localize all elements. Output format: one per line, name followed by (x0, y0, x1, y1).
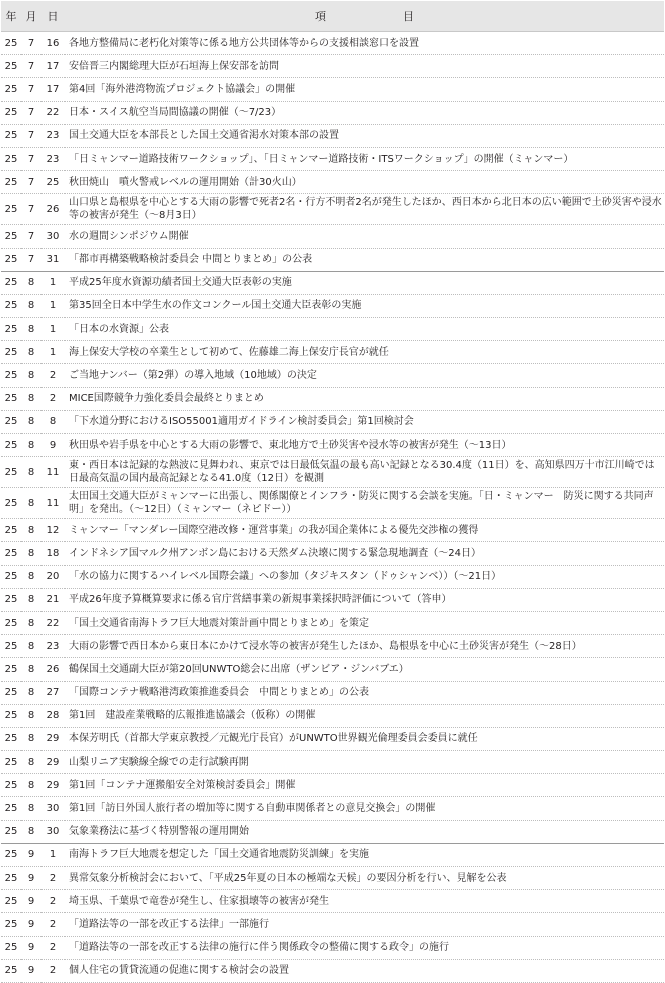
cell-year: 25 (1, 913, 21, 936)
table-body (1, 32, 664, 983)
cell-year: 25 (1, 341, 21, 364)
cell-day: 2 (41, 364, 65, 387)
cell-day: 29 (41, 774, 65, 797)
cell-day: 28 (41, 704, 65, 727)
cell-year: 25 (1, 774, 21, 797)
cell-month: 7 (21, 225, 41, 248)
cell-item: 「都市再構築戦略検討委員会 中間とりまとめ」の公表 (65, 248, 664, 271)
cell-year: 25 (1, 410, 21, 433)
table-row (1, 820, 664, 843)
cell-month: 8 (21, 387, 41, 410)
cell-year: 25 (1, 171, 21, 194)
cell-day: 29 (41, 727, 65, 750)
cell-month: 8 (21, 364, 41, 387)
cell-year: 25 (1, 751, 21, 774)
cell-day: 17 (41, 78, 65, 101)
cell-item: インドネシア国マルク州アンボン島における天然ダム決壊に関する緊急現地調査（〜24日） (65, 542, 664, 565)
cell-month: 8 (21, 434, 41, 457)
cell-day: 17 (41, 55, 65, 78)
cell-month: 8 (21, 410, 41, 433)
cell-month: 8 (21, 797, 41, 820)
header-month: 月 (21, 1, 41, 32)
cell-month: 9 (21, 890, 41, 913)
table-row (1, 32, 664, 55)
cell-month: 8 (21, 318, 41, 341)
table-row (1, 457, 664, 488)
table-row (1, 271, 664, 294)
table-row (1, 565, 664, 588)
header-item: 項 目 (65, 1, 664, 32)
cell-year: 25 (1, 704, 21, 727)
table-row (1, 588, 664, 611)
cell-item: 「日ミャンマー道路技術ワークショップ」、「日ミャンマー道路技術・ITSワークショップ」の開催（ミャンマー） (65, 147, 664, 170)
cell-year: 25 (1, 797, 21, 820)
cell-year: 25 (1, 565, 21, 588)
table-row (1, 124, 664, 147)
table-row (1, 434, 664, 457)
cell-month: 8 (21, 635, 41, 658)
cell-day: 22 (41, 101, 65, 124)
cell-year: 25 (1, 519, 21, 542)
cell-month: 7 (21, 55, 41, 78)
cell-item: 本保芳明氏（首都大学東京教授／元観光庁長官）がUNWTO世界観光倫理委員会委員に就任 (65, 727, 664, 750)
cell-day: 11 (41, 488, 65, 519)
cell-month: 7 (21, 147, 41, 170)
cell-day: 12 (41, 519, 65, 542)
cell-month: 8 (21, 658, 41, 681)
cell-item: 「道路法等の一部を改正する法律の施行に伴う関係政令の整備に関する政令」の施行 (65, 936, 664, 959)
cell-month: 8 (21, 681, 41, 704)
cell-month: 9 (21, 936, 41, 959)
cell-item: 個人住宅の賃貸流通の促進に関する検討会の設置 (65, 959, 664, 982)
cell-item: 「国際コンテナ戦略港湾政策推進委員会 中間とりまとめ」の公表 (65, 681, 664, 704)
cell-item: 東・西日本は記録的な熱波に見舞われ、東京では日最低気温の最も高い記録となる30.4度（11日）を、高知県四万十市江川崎では日最高気温の国内最高記録となる41.0度（12日）を観測 (65, 457, 664, 488)
cell-month: 9 (21, 913, 41, 936)
cell-item: 異常気象分析検討会において、「平成25年夏の日本の極端な天候」の要因分析を行い、見解を公表 (65, 867, 664, 890)
cell-year: 25 (1, 488, 21, 519)
cell-year: 25 (1, 588, 21, 611)
cell-day: 18 (41, 542, 65, 565)
table-row (1, 635, 664, 658)
table-row (1, 318, 664, 341)
table-row (1, 727, 664, 750)
table-row (1, 890, 664, 913)
cell-year: 25 (1, 271, 21, 294)
cell-day: 1 (41, 341, 65, 364)
cell-day: 2 (41, 959, 65, 982)
cell-item: 「国土交通省南海トラフ巨大地震対策計画中間とりまとめ」を策定 (65, 611, 664, 634)
cell-item: 水の週間シンポジウム開催 (65, 225, 664, 248)
cell-day: 1 (41, 271, 65, 294)
chronology-table (1, 1, 664, 983)
cell-day: 30 (41, 820, 65, 843)
cell-year: 25 (1, 225, 21, 248)
cell-item: ご当地ナンバー（第2弾）の導入地域（10地域）の決定 (65, 364, 664, 387)
cell-month: 8 (21, 565, 41, 588)
table-row (1, 751, 664, 774)
cell-month: 8 (21, 820, 41, 843)
table-row (1, 147, 664, 170)
table-row (1, 488, 664, 519)
cell-month: 9 (21, 959, 41, 982)
cell-month: 8 (21, 271, 41, 294)
cell-month: 7 (21, 78, 41, 101)
cell-month: 9 (21, 867, 41, 890)
cell-month: 7 (21, 101, 41, 124)
cell-year: 25 (1, 890, 21, 913)
table-row (1, 194, 664, 225)
cell-item: 国土交通大臣を本部長とした国土交通省渇水対策本部の設置 (65, 124, 664, 147)
cell-year: 25 (1, 194, 21, 225)
cell-year: 25 (1, 681, 21, 704)
table-row (1, 294, 664, 317)
cell-year: 25 (1, 55, 21, 78)
table-row (1, 611, 664, 634)
cell-day: 31 (41, 248, 65, 271)
cell-day: 27 (41, 681, 65, 704)
cell-item: 第1回「訪日外国人旅行者の増加等に関する自動車関係者との意見交換会」の開催 (65, 797, 664, 820)
cell-month: 8 (21, 774, 41, 797)
table-row (1, 542, 664, 565)
cell-day: 30 (41, 225, 65, 248)
table-row (1, 936, 664, 959)
table-row (1, 867, 664, 890)
cell-day: 11 (41, 457, 65, 488)
table-row (1, 681, 664, 704)
cell-item: 太田国土交通大臣がミャンマーに出張し、関係閣僚とインフラ・防災に関する会談を実施。「日・ミャンマー 防災に関する共同声明」を発出。（〜12日）（ミャンマー（ネピドー）） (65, 488, 664, 519)
cell-day: 2 (41, 867, 65, 890)
cell-year: 25 (1, 936, 21, 959)
cell-year: 25 (1, 387, 21, 410)
cell-day: 2 (41, 936, 65, 959)
cell-day: 2 (41, 890, 65, 913)
table-row (1, 658, 664, 681)
cell-year: 25 (1, 294, 21, 317)
cell-month: 8 (21, 488, 41, 519)
cell-year: 25 (1, 658, 21, 681)
cell-month: 7 (21, 32, 41, 55)
table-row (1, 171, 664, 194)
cell-year: 25 (1, 248, 21, 271)
table-row (1, 101, 664, 124)
cell-item: 第35回全日本中学生水の作文コンクール国土交通大臣表彰の実施 (65, 294, 664, 317)
cell-month: 8 (21, 542, 41, 565)
cell-item: 各地方整備局に老朽化対策等に係る地方公共団体等からの支援相談窓口を設置 (65, 32, 664, 55)
cell-item: 「日本の水資源」公表 (65, 318, 664, 341)
table-row (1, 341, 664, 364)
cell-year: 25 (1, 457, 21, 488)
cell-item: 埼玉県、千葉県で竜巻が発生し、住家損壊等の被害が発生 (65, 890, 664, 913)
cell-day: 23 (41, 124, 65, 147)
cell-month: 7 (21, 171, 41, 194)
cell-year: 25 (1, 101, 21, 124)
cell-day: 9 (41, 434, 65, 457)
cell-item: 大雨の影響で西日本から東日本にかけて浸水等の被害が発生したほか、島根県を中心に土砂災害が発生（〜28日） (65, 635, 664, 658)
cell-day: 29 (41, 751, 65, 774)
cell-year: 25 (1, 959, 21, 982)
cell-year: 25 (1, 542, 21, 565)
cell-item: 「水の協力に関するハイレベル国際会議」への参加（タジキスタン（ドゥシャンベ））（〜21日） (65, 565, 664, 588)
cell-item: 平成25年度水資源功績者国土交通大臣表彰の実施 (65, 271, 664, 294)
cell-month: 8 (21, 341, 41, 364)
cell-item: 南海トラフ巨大地震を想定した「国土交通省地震防災訓練」を実施 (65, 843, 664, 866)
cell-year: 25 (1, 820, 21, 843)
cell-item: 第1回 建設産業戦略的広報推進協議会（仮称）の開催 (65, 704, 664, 727)
table-row (1, 387, 664, 410)
cell-month: 7 (21, 124, 41, 147)
table-header-row (1, 1, 664, 32)
cell-month: 8 (21, 751, 41, 774)
cell-year: 25 (1, 434, 21, 457)
cell-day: 22 (41, 611, 65, 634)
table-row (1, 774, 664, 797)
cell-month: 8 (21, 519, 41, 542)
cell-item: ミャンマー「マンダレー国際空港改修・運営事業」の我が国企業体による優先交渉権の獲得 (65, 519, 664, 542)
table-row (1, 78, 664, 101)
cell-day: 21 (41, 588, 65, 611)
table-row (1, 959, 664, 982)
cell-month: 9 (21, 843, 41, 866)
cell-day: 25 (41, 171, 65, 194)
cell-year: 25 (1, 78, 21, 101)
cell-item: 山梨リニア実験線全線での走行試験再開 (65, 751, 664, 774)
table-row (1, 843, 664, 866)
cell-month: 7 (21, 194, 41, 225)
cell-year: 25 (1, 867, 21, 890)
cell-day: 23 (41, 635, 65, 658)
cell-day: 1 (41, 294, 65, 317)
cell-day: 30 (41, 797, 65, 820)
header-day: 日 (41, 1, 65, 32)
cell-year: 25 (1, 364, 21, 387)
table-row (1, 225, 664, 248)
cell-day: 20 (41, 565, 65, 588)
cell-item: 平成26年度予算概算要求に係る官庁営繕事業の新規事業採択時評価について（答申） (65, 588, 664, 611)
cell-day: 8 (41, 410, 65, 433)
table-row (1, 704, 664, 727)
cell-item: 秋田県や岩手県を中心とする大雨の影響で、東北地方で土砂災害や浸水等の被害が発生（〜13日） (65, 434, 664, 457)
header-year: 年 (1, 1, 21, 32)
cell-day: 1 (41, 318, 65, 341)
cell-item: 第4回「海外港湾物流プロジェクト協議会」の開催 (65, 78, 664, 101)
cell-year: 25 (1, 727, 21, 750)
cell-month: 8 (21, 294, 41, 317)
cell-month: 8 (21, 611, 41, 634)
cell-day: 2 (41, 387, 65, 410)
cell-day: 26 (41, 194, 65, 225)
cell-year: 25 (1, 635, 21, 658)
table-row (1, 519, 664, 542)
cell-month: 8 (21, 727, 41, 750)
cell-day: 16 (41, 32, 65, 55)
cell-item: 海上保安大学校の卒業生として初めて、佐藤雄二海上保安庁長官が就任 (65, 341, 664, 364)
cell-month: 8 (21, 457, 41, 488)
cell-item: 秋田焼山 噴火警戒レベルの運用開始（計30火山） (65, 171, 664, 194)
cell-year: 25 (1, 147, 21, 170)
cell-item: 「下水道分野におけるISO55001適用ガイドライン検討委員会」第1回検討会 (65, 410, 664, 433)
cell-day: 23 (41, 147, 65, 170)
cell-item: 安倍晋三内閣総理大臣が石垣海上保安部を訪問 (65, 55, 664, 78)
cell-month: 7 (21, 248, 41, 271)
cell-year: 25 (1, 843, 21, 866)
cell-item: 「道路法等の一部を改正する法律」一部施行 (65, 913, 664, 936)
cell-year: 25 (1, 318, 21, 341)
cell-month: 8 (21, 588, 41, 611)
cell-year: 25 (1, 124, 21, 147)
cell-month: 8 (21, 704, 41, 727)
cell-item: MICE国際競争力強化委員会最終とりまとめ (65, 387, 664, 410)
table-row (1, 913, 664, 936)
cell-day: 26 (41, 658, 65, 681)
table-row (1, 410, 664, 433)
table-row (1, 248, 664, 271)
cell-item: 山口県と島根県を中心とする大雨の影響で死者2名・行方不明者2名が発生したほか、西日本から北日本の広い範囲で土砂災害や浸水等の被害が発生（〜8月3日） (65, 194, 664, 225)
cell-year: 25 (1, 32, 21, 55)
cell-day: 2 (41, 913, 65, 936)
cell-item: 鶴保国土交通副大臣が第20回UNWTO総会に出席（ザンビア・ジンバブエ） (65, 658, 664, 681)
cell-item: 日本・スイス航空当局間協議の開催（〜7/23） (65, 101, 664, 124)
cell-item: 気象業務法に基づく特別警報の運用開始 (65, 820, 664, 843)
table-row (1, 364, 664, 387)
table-row (1, 55, 664, 78)
table-row (1, 797, 664, 820)
cell-item: 第1回「コンテナ運搬船安全対策検討委員会」開催 (65, 774, 664, 797)
cell-year: 25 (1, 611, 21, 634)
cell-day: 1 (41, 843, 65, 866)
